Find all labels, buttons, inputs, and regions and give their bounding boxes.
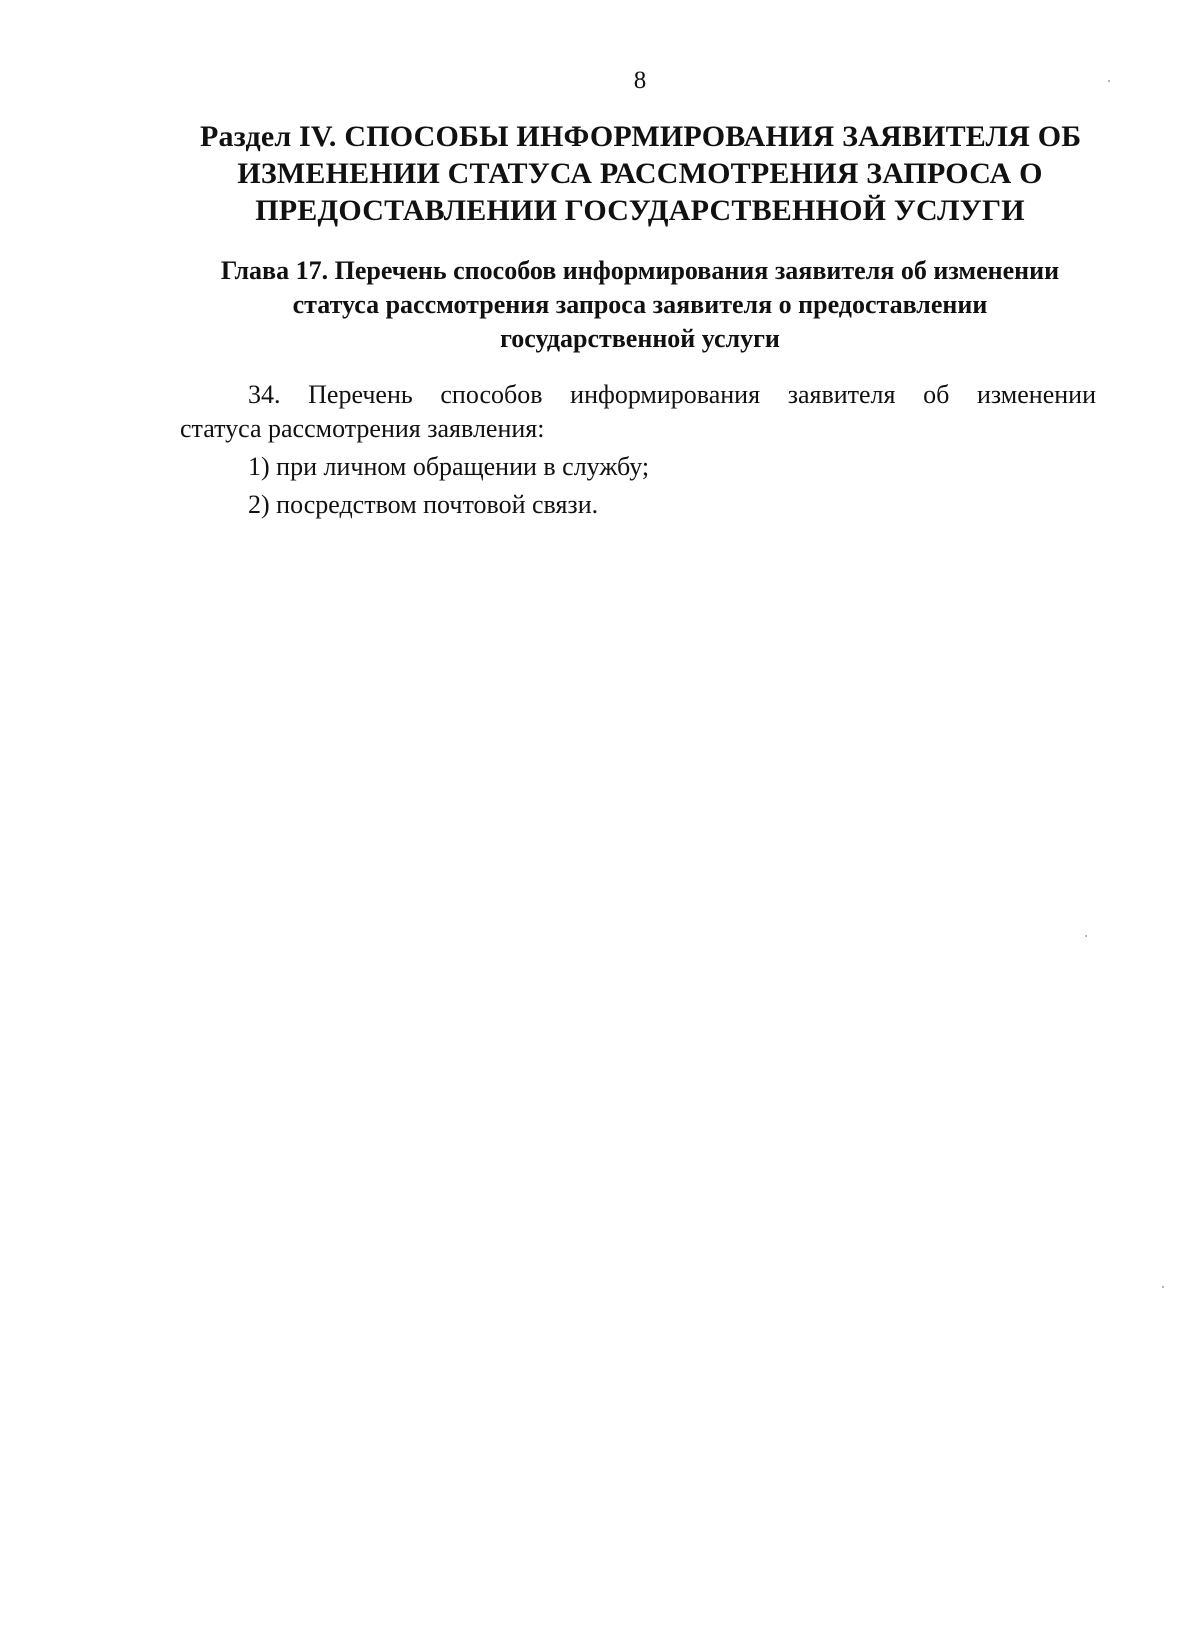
section-heading-line: ИЗМЕНЕНИИ СТАТУСА РАССМОТРЕНИЯ ЗАПРОСА О bbox=[237, 157, 1043, 190]
scan-speck bbox=[1108, 80, 1110, 82]
chapter-heading-line: государственной услуги bbox=[500, 324, 780, 353]
paragraph-line: 34. Перечень способов информирования заявителя об изменении bbox=[248, 380, 1096, 409]
chapter-heading-line: Глава 17. Перечень способов информирования заявителя об изменении bbox=[220, 256, 1060, 285]
list-item: 2) посредством почтовой связи. bbox=[248, 490, 599, 519]
section-heading-line: Раздел IV. СПОСОБЫ ИНФОРМИРОВАНИЯ ЗАЯВИТЕЛЯ ОБ bbox=[200, 120, 1082, 153]
section-heading bbox=[200, 118, 1080, 229]
chapter-heading-line: статуса рассмотрения запроса заявителя о предоставлении bbox=[292, 290, 988, 319]
paragraph-line: статуса рассмотрения заявления: bbox=[180, 414, 545, 443]
chapter-heading bbox=[170, 254, 1110, 356]
list-item: 1) при личном обращении в службу; bbox=[248, 452, 650, 481]
scan-speck bbox=[1085, 935, 1087, 937]
page-number: 8 bbox=[633, 67, 647, 94]
paragraph-34 bbox=[180, 378, 1096, 522]
scan-speck bbox=[1162, 1286, 1164, 1288]
section-heading-line: ПРЕДОСТАВЛЕНИИ ГОСУДАРСТВЕННОЙ УСЛУГИ bbox=[255, 194, 1025, 227]
